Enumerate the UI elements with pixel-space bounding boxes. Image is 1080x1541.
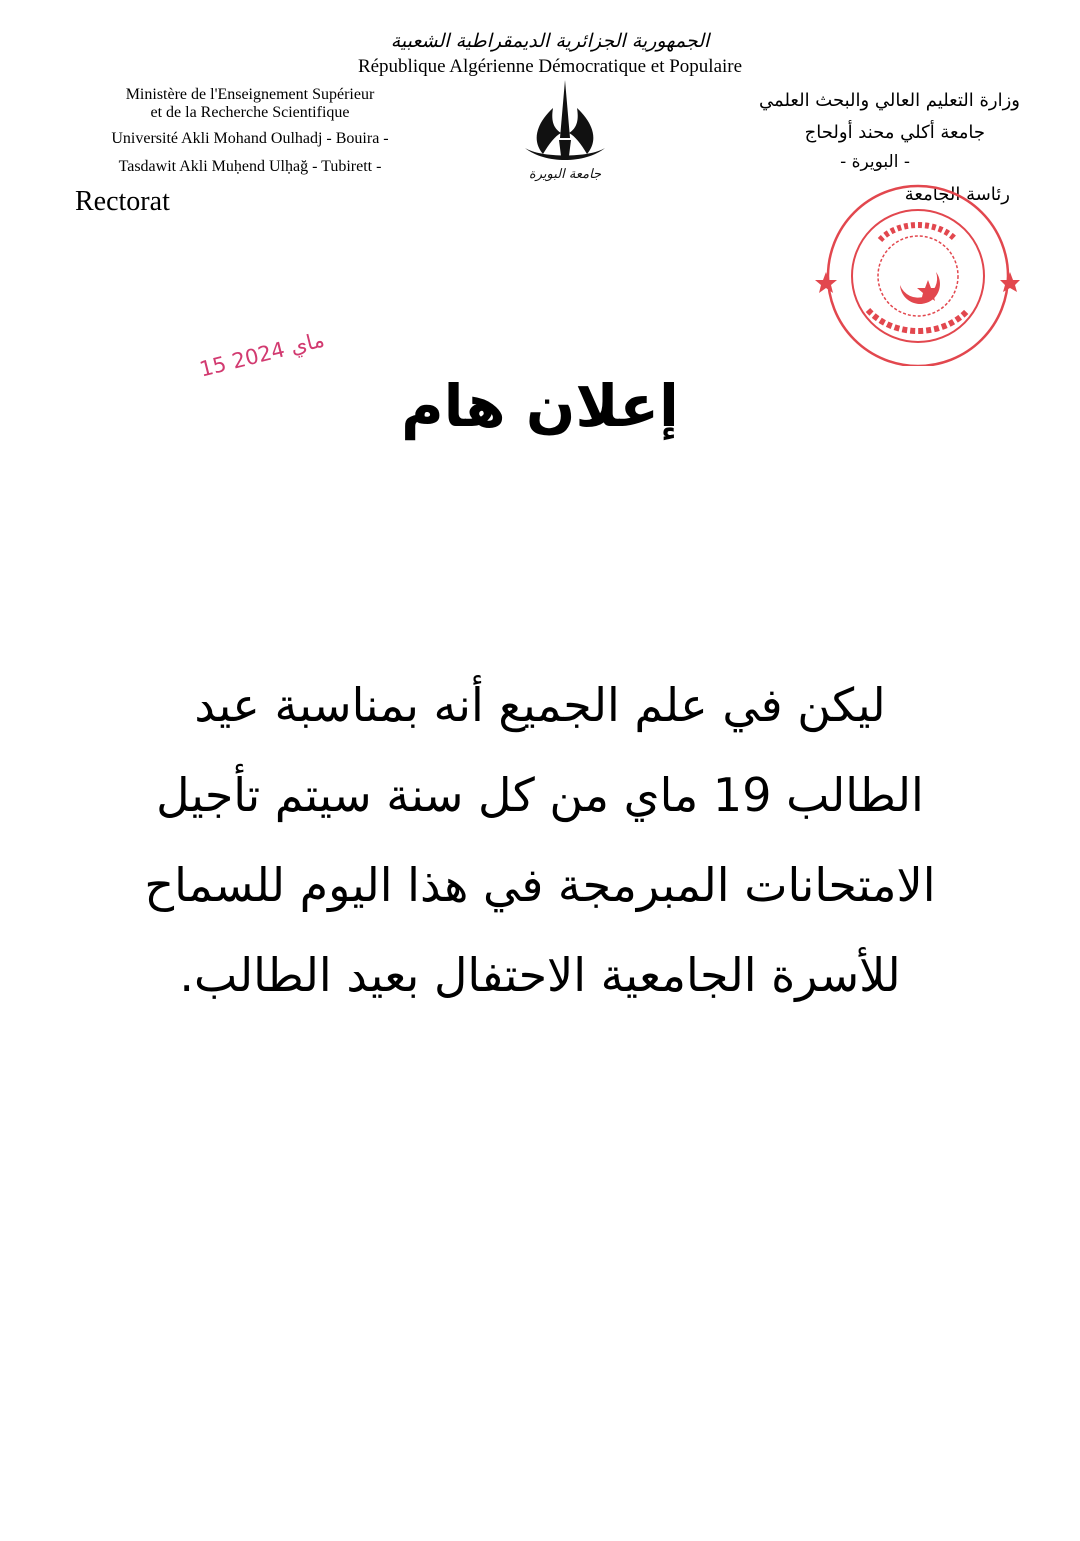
rectorate-arabic: رئاسة الجامعة <box>904 184 1010 205</box>
university-logo-icon <box>515 78 615 183</box>
logo-caption: جامعة البويرة <box>528 167 602 182</box>
rectorat-label: Rectorat <box>75 186 170 217</box>
ministry-french-line1: Ministère de l'Enseignement Supérieur <box>125 86 375 103</box>
announcement-body: ليكن في علم الجميع أنه بمناسبة عيد الطالب 19 ماي من كل سنة سيتم تأجيل الامتحانات المبرمجة في هذا اليوم للسماح للأسرة الجامعية الاحتفال بعيد الطالب. <box>144 678 936 1002</box>
official-seal-icon <box>808 180 1020 366</box>
ministry-french-line2: et de la Recherche Scientifique <box>150 104 350 121</box>
date-stamp: 15 ماي 2024 <box>197 327 327 382</box>
announcement-title: إعلان هام <box>401 372 679 440</box>
header-republic-french: République Algérienne Démocratique et Populaire <box>357 56 743 77</box>
university-arabic: جامعة أكلي محند أولحاج <box>804 122 985 143</box>
university-french: Université Akli Mohand Oulhadj - Bouira - <box>111 130 389 147</box>
header-republic-arabic: الجمهورية الجزائرية الديمقراطية الشعبية <box>390 30 710 52</box>
university-kabyle: Tasdawit Akli Muḥend Ulḥağ - Tubirett - <box>118 158 382 175</box>
city-arabic: - البويرة - <box>840 152 910 172</box>
ministry-arabic: وزارة التعليم العالي والبحث العلمي <box>759 90 1020 111</box>
